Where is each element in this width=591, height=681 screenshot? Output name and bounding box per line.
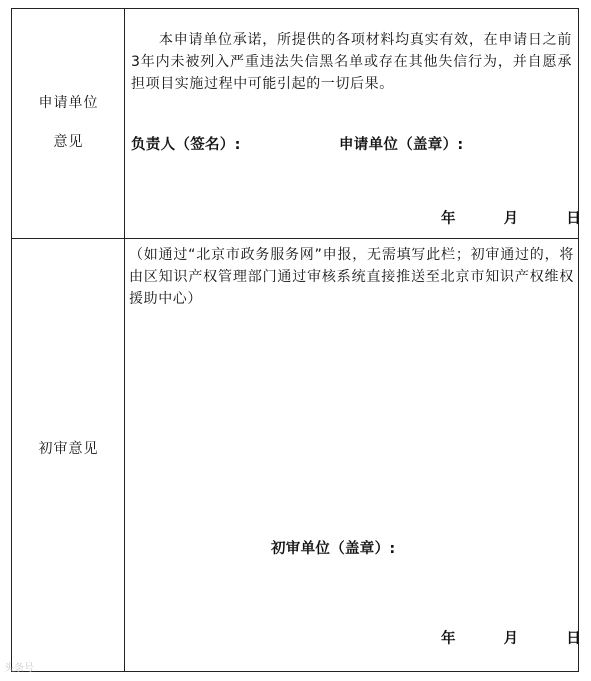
date-year: 年 — [441, 631, 456, 647]
preliminary-review-note: （如通过“北京市政务服务网”申报，无需填写此栏；初审通过的，将由区知识产权管理部门通过审核系统直接推送至北京市知识产权维权援助中心） — [129, 247, 574, 307]
preliminary-review-label: 初审意见 — [38, 441, 99, 457]
date-day: 日 — [566, 211, 581, 227]
responsible-person-signature-label: 负责人（签名）: — [131, 137, 241, 153]
preliminary-review-label-cell — [12, 239, 125, 671]
watermark-text: 头条号 — [4, 663, 34, 674]
date-month: 月 — [503, 631, 519, 647]
date-year: 年 — [441, 211, 456, 227]
applicant-label-line2: 意见 — [53, 134, 84, 150]
preliminary-date-line — [441, 627, 581, 648]
applicant-commitment-text: 本申请单位承诺，所提供的各项材料均真实有效，在申请日之前3年内未被列入严重违法失信黑名单或存在其他失信行为，并自愿承担项目实施过程中可能引起的一切后果。 — [131, 32, 572, 92]
applicant-opinion-content-cell[interactable] — [125, 9, 581, 238]
applicant-unit-seal-label: 申请单位（盖章）: — [339, 137, 464, 153]
applicant-opinion-row — [12, 9, 581, 239]
applicant-date-line — [441, 207, 581, 228]
date-month: 月 — [503, 211, 519, 227]
applicant-opinion-label-cell — [12, 9, 125, 238]
applicant-label-line1: 申请单位 — [38, 95, 99, 111]
review-unit-seal-label: 初审单位（盖章）: — [271, 541, 396, 557]
preliminary-review-row — [12, 239, 581, 671]
date-day: 日 — [566, 631, 581, 647]
preliminary-review-content-cell[interactable] — [125, 239, 581, 671]
application-form-table — [11, 8, 579, 672]
